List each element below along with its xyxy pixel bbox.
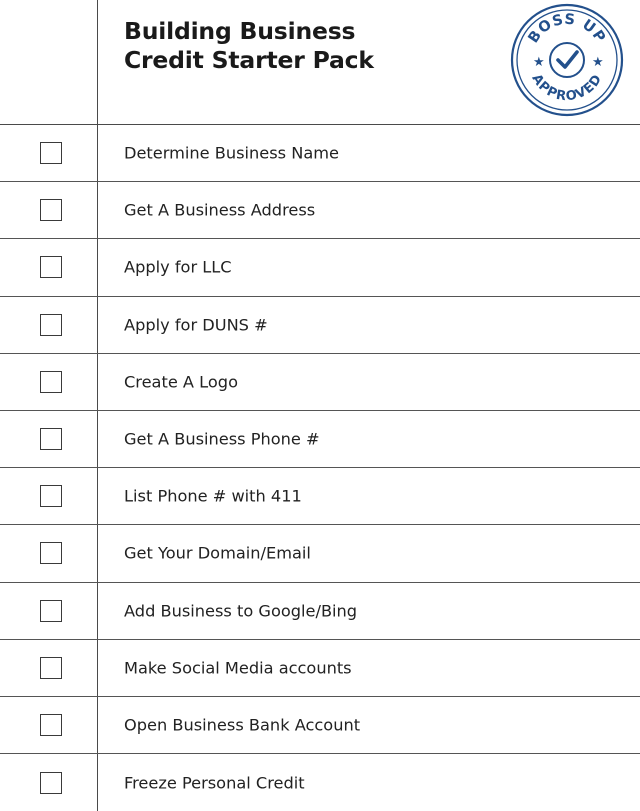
checklist-item-label: Get A Business Phone #: [124, 429, 320, 449]
checklist-item-label: Add Business to Google/Bing: [124, 601, 358, 621]
checkbox[interactable]: [40, 485, 62, 507]
checklist-item-label: Freeze Personal Credit: [124, 773, 305, 793]
boss-up-approved-stamp: [506, 0, 626, 118]
checklist-item-label: Open Business Bank Account: [124, 715, 361, 735]
checklist-row: [0, 697, 640, 754]
svg-text:BOSS UP: [526, 12, 609, 46]
checklist-item-label: Get A Business Address: [124, 200, 316, 220]
checkbox[interactable]: [40, 772, 62, 794]
checkmark-icon: [558, 52, 577, 67]
stamp-graphic: [506, 0, 626, 118]
checklist-items: [0, 125, 640, 811]
checklist-row: [0, 754, 640, 811]
checklist-row: [0, 583, 640, 640]
checklist-item-label: Determine Business Name: [124, 143, 340, 163]
star-icon-right: ★: [592, 55, 604, 70]
checklist-row: [0, 239, 640, 296]
stamp-bottom-text: APPROVED: [528, 71, 606, 105]
page-title: [124, 17, 374, 75]
star-icon-left: ★: [533, 55, 545, 70]
stamp-top-text: BOSS UP: [525, 11, 609, 47]
checklist-row: [0, 354, 640, 411]
checkbox[interactable]: [40, 714, 62, 736]
checkbox[interactable]: [40, 600, 62, 622]
checkbox[interactable]: [40, 199, 62, 221]
checkbox[interactable]: [40, 256, 62, 278]
checklist-item-label: Apply for LLC: [124, 257, 232, 277]
checklist-item-label: Create A Logo: [124, 372, 238, 392]
checklist-item-label: Make Social Media accounts: [124, 658, 352, 678]
checkbox[interactable]: [40, 542, 62, 564]
title-line-2: Credit Starter Pack: [124, 46, 374, 74]
checklist-row: [0, 182, 640, 239]
checklist-row: [0, 125, 640, 182]
checklist-row: [0, 525, 640, 582]
checkbox[interactable]: [40, 371, 62, 393]
checkbox[interactable]: [40, 657, 62, 679]
checklist-row: [0, 640, 640, 697]
title-line-1: Building Business: [124, 17, 356, 45]
checklist-item-label: List Phone # with 411: [124, 486, 302, 506]
checkbox[interactable]: [40, 142, 62, 164]
checklist-row: [0, 411, 640, 468]
checklist-header: [0, 0, 640, 125]
checkbox[interactable]: [40, 428, 62, 450]
checkbox[interactable]: [40, 314, 62, 336]
checklist-row: [0, 297, 640, 354]
checklist-row: [0, 468, 640, 525]
checklist-item-label: Get Your Domain/Email: [124, 543, 311, 563]
checklist-item-label: Apply for DUNS #: [124, 315, 268, 335]
